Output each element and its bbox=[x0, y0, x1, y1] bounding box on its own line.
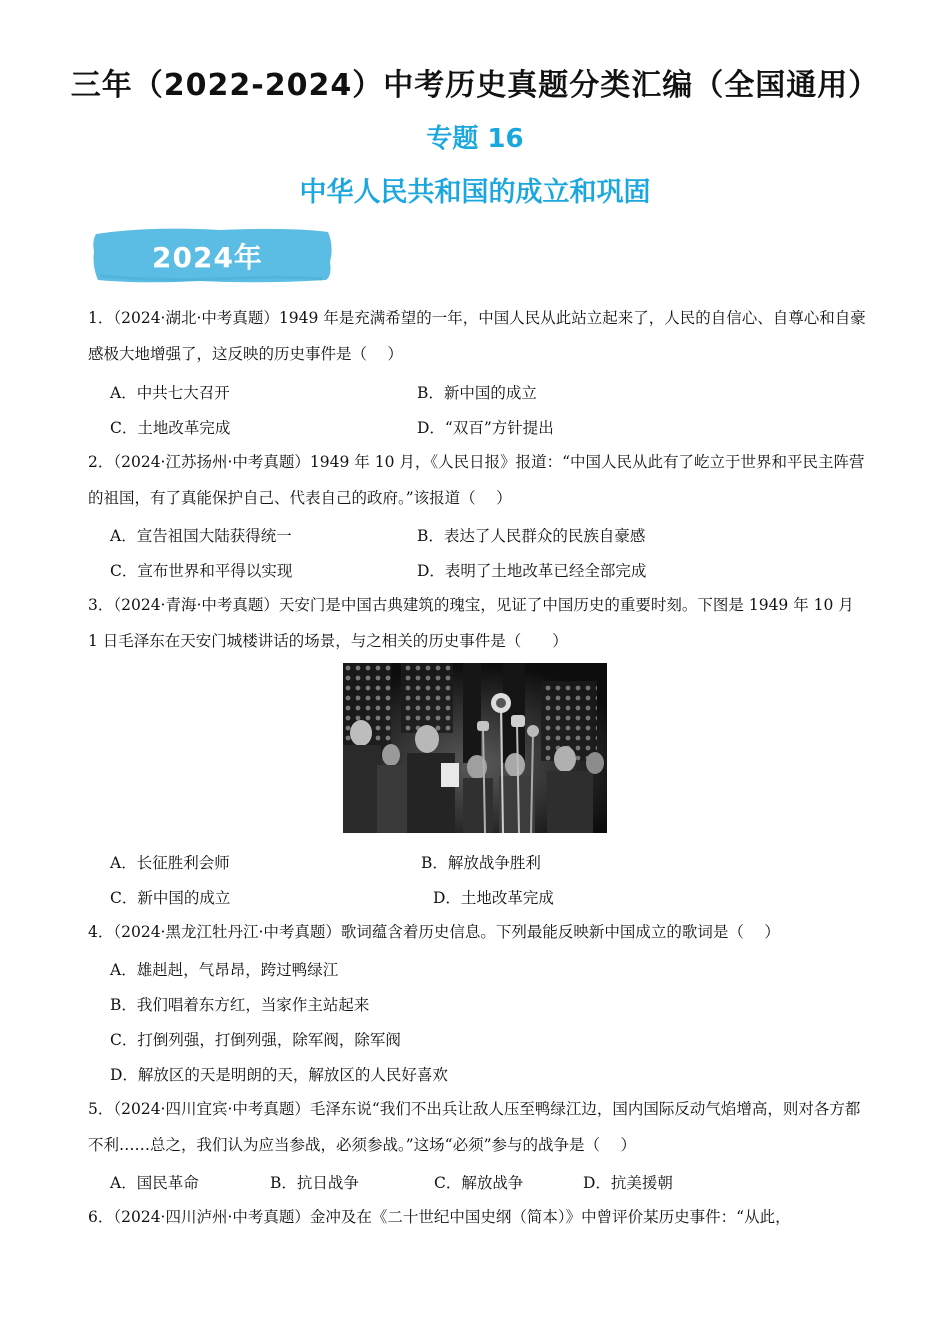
q3-option-d: D．土地改革完成 bbox=[433, 889, 554, 907]
q4-option-a: A．雄赳赳，气昂昂，跨过鸭绿江 bbox=[110, 961, 339, 979]
historical-photo bbox=[343, 663, 607, 833]
question-2: 2．（2024·江苏扬州·中考真题）1949 年 10 月，《人民日报》报道：“中国人民从此有了屹立于世界和平民主阵营的祖国，有了真能保护自己、代表自己的政府。”该报道（ ） bbox=[88, 453, 865, 507]
q4-option-d: D．解放区的天是明朗的天，解放区的人民好喜欢 bbox=[110, 1066, 448, 1084]
question-6: 6．（2024·四川泸州·中考真题）金冲及在《二十世纪中国史纲（简本）》中曾评价某历史事件：“从此， bbox=[88, 1208, 791, 1226]
q3-option-a: A．长征胜利会师 bbox=[110, 854, 230, 872]
q1-option-a: A．中共七大召开 bbox=[110, 384, 230, 402]
q2-option-a: A．宣告祖国大陆获得统一 bbox=[110, 527, 292, 545]
q2-option-c: C．宣布世界和平得以实现 bbox=[110, 562, 293, 580]
q5-option-a: A．国民革命 bbox=[110, 1174, 199, 1192]
q2-option-d: D．表明了土地改革已经全部完成 bbox=[417, 562, 647, 580]
year-badge bbox=[90, 226, 334, 284]
question-1: 1．（2024·湖北·中考真题）1949 年是充满希望的一年，中国人民从此站立起来了，人民的自信心、自尊心和自豪感极大地增强了，这反映的历史事件是（ ） bbox=[88, 309, 866, 363]
question-5: 5．（2024·四川宜宾·中考真题）毛泽东说“我们不出兵让敌人压至鸭绿江边，国内国际反动气焰增高，则对各方都不利……总之，我们认为应当参战，必须参战。”这场“必须”参与的战争是（ ） bbox=[88, 1100, 861, 1154]
q3-option-c: C．新中国的成立 bbox=[110, 889, 231, 907]
q5-option-c: C．解放战争 bbox=[434, 1174, 524, 1192]
q2-option-b: B．表达了人民群众的民族自豪感 bbox=[417, 527, 646, 545]
question-3: 3．（2024·青海·中考真题）天安门是中国古典建筑的瑰宝，见证了中国历史的重要时刻。下图是 1949 年 10 月 1 日毛泽东在天安门城楼讲话的场景，与之相关的历史事件是（ ） bbox=[88, 596, 854, 650]
year-label: 2024年 bbox=[152, 241, 263, 274]
q1-option-d: D．“双百”方针提出 bbox=[417, 419, 554, 437]
q5-option-d: D．抗美援朝 bbox=[583, 1174, 673, 1192]
q3-option-b: B．解放战争胜利 bbox=[421, 854, 541, 872]
q1-option-b: B．新中国的成立 bbox=[417, 384, 537, 402]
q1-option-c: C．土地改革完成 bbox=[110, 419, 231, 437]
topic-number: 专题 16 bbox=[426, 124, 524, 154]
document-title: 三年（2022-2024）中考历史真题分类汇编（全国通用） bbox=[70, 68, 880, 103]
q4-option-c: C．打倒列强，打倒列强，除军阀，除军阀 bbox=[110, 1031, 401, 1049]
q5-option-b: B．抗日战争 bbox=[270, 1174, 359, 1192]
question-4: 4．（2024·黑龙江牡丹江·中考真题）歌词蕴含着历史信息。下列最能反映新中国成立的歌词是（ ） bbox=[88, 923, 780, 941]
topic-title: 中华人民共和国的成立和巩固 bbox=[299, 177, 651, 208]
q4-option-b: B．我们唱着东方红，当家作主站起来 bbox=[110, 996, 370, 1014]
